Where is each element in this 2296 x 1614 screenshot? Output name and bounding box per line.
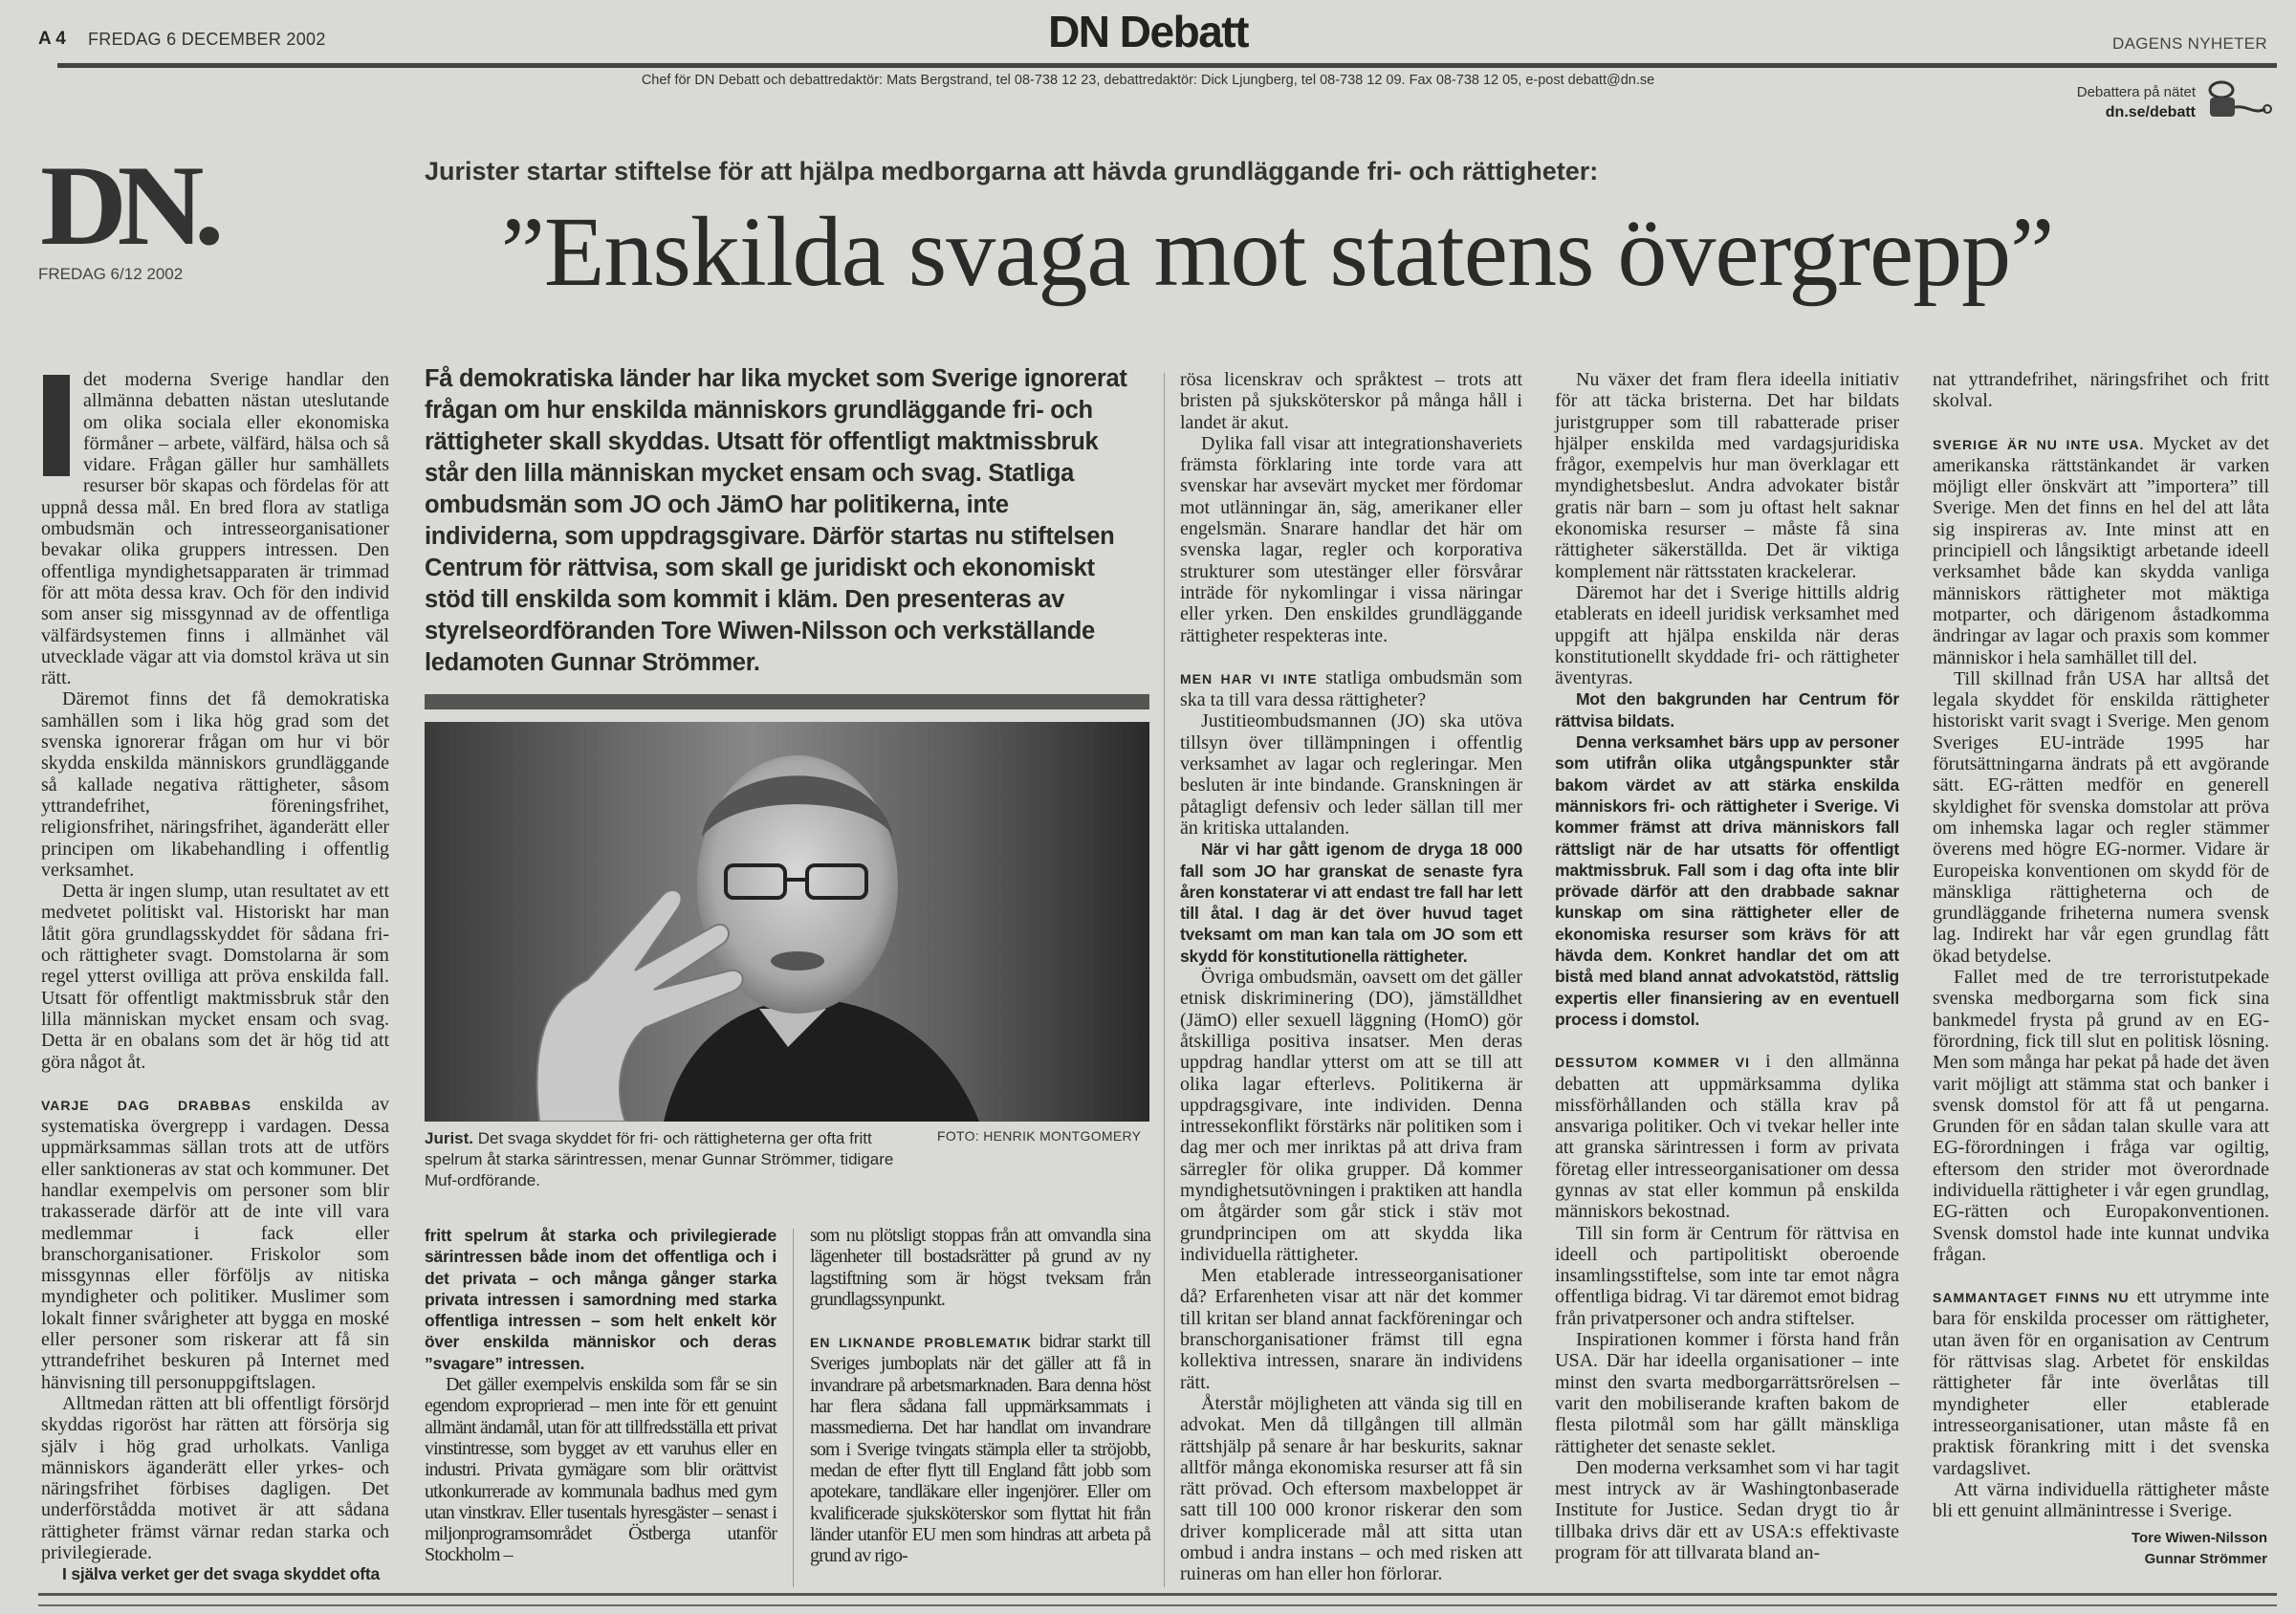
paragraph-text: Att värna individuella rättigheter måste bli ett genuint allmänintresse i Sverige. bbox=[1933, 1478, 2269, 1522]
paragraph-text: Nu växer det fram flera ideella initiativ för att täcka bristerna. Det har bildats juristgrupper som till rabatterade priser hjälper enskilda med vardagsjuridiska frågor, exempelvis hur man överklagar ett myndighetsbeslut. Andra advokater bistår gratis när barn – som ju oftast helt saknar ekonomiska resurser – måste få sina rättigheter säkerställda. Det är viktiga komplement när rättsstaten krackelerar. bbox=[1555, 369, 1899, 582]
footer-rule bbox=[38, 1593, 2277, 1596]
paragraph-text: Denna verksamhet bärs upp av personer som utifrån olika utgångspunkter står bakom värdet av att stärka enskilda människors fri- och rättigheter i Sverige. Vi kommer främst att driva människors fall rättsligt när de har utsatts för offentligt maktmissbruk. Fall som i dag ofta inte blir prövade därför att den drabbade saknar kunskap om sina rättigheter eller de ekonomiska resurser som krävs för att hävda dem. Konkret handlar det om att bistå med bland annat advokatstöd, rättslig expertis eller finansiering av en eventuell process i domstol. bbox=[1555, 732, 1899, 1029]
author-photo bbox=[425, 722, 1149, 1122]
article-paragraph bbox=[41, 1393, 389, 1563]
article-paragraph bbox=[1555, 369, 1899, 582]
column-5 bbox=[1555, 369, 1899, 1563]
photo-credit: FOTO: HENRIK MONTGOMERY bbox=[937, 1128, 1142, 1144]
online-link[interactable]: dn.se/debatt bbox=[2105, 104, 2196, 120]
online-debate bbox=[2077, 82, 2196, 122]
paragraph-text: Inspirationen kommer i första hand från USA. Där har ideella organisationer – inte minst den svarta medborgarrättsrörelsen – varit den mobiliserande kraften bakom de flesta pilotmål som har gällt mänskliga rättigheter det senaste seklet. bbox=[1555, 1329, 1899, 1457]
article-paragraph bbox=[1180, 433, 1522, 646]
article-paragraph bbox=[1180, 667, 1522, 711]
paragraph-text: Detta är ingen slump, utan resultatet av ett medvetet politiskt val. Historiskt har man låtit göra grundlagsskyddet för sådana fri- och rättigheter svagt. Domstolarna är som regel ytterst ovilliga att pröva enskilda fall. Utsatt för offentligt maktmissbruk står den lilla människan mycket ensam och svag. Detta är en obalans som det är hög tid att göra något åt. bbox=[41, 881, 389, 1073]
article-paragraph bbox=[1180, 1393, 1522, 1585]
column-1 bbox=[41, 369, 389, 1585]
computer-mouse-icon bbox=[2200, 76, 2277, 124]
footer-rule bbox=[38, 1604, 2277, 1606]
article-paragraph bbox=[1180, 967, 1522, 1265]
column-3 bbox=[810, 1225, 1150, 1566]
paragraph-text: statliga ombudsmän som ska ta till vara dessa rättigheter? bbox=[1180, 666, 1522, 711]
paragraph-text: det moderna Sverige handlar den allmänna debatten nästan uteslutande om olika sociala eller ekonomiska förmåner – arbete, välfärd, hälsa och så vidare. Frågan gäller hur samhällets resurser bör skapas och fördelas för att uppnå dessa mål. En bred flora av statliga ombudsmän och intresseorganisationer bevakar olika gruppers intressen. Den offentliga myndighetsapparaten är trimmad för att möta dessa krav. Och för den individ som anser sig missgynnad av de offentliga välfärdsystemen finns i allmänhet väl utvecklade vägar att via domstol kräva ut sin rätt. bbox=[41, 369, 389, 689]
page-date: FREDAG 6 DECEMBER 2002 bbox=[88, 30, 326, 49]
article-paragraph bbox=[425, 1374, 776, 1566]
article-paragraph bbox=[425, 1225, 776, 1374]
article-paragraph bbox=[1555, 731, 1899, 1030]
caption-text: Det svaga skyddet för fri- och rättigheterna ger ofta fritt spelrum åt starka särintressen, menar Gunnar Strömmer, tidigare Muf-ordförande. bbox=[425, 1129, 894, 1189]
column-2 bbox=[425, 1225, 776, 1566]
paragraph-text: När vi har gått igenom de dryga 18 000 fall som JO har granskat de senaste fyra åren konstaterar vi att endast tre fall har lett till åtal. I dag är det över huvud taget tveksamt om man kan tala om JO som ett skydd för konstitutionella rättigheter. bbox=[1180, 840, 1522, 966]
article-paragraph bbox=[1180, 839, 1522, 967]
dn-logo: DN. bbox=[40, 142, 214, 269]
paragraph-text: Det gäller exempelvis enskilda som får se sin egendom exproprierad – men inte för ett genuint allmänt ändamål, utan för att tillfredsställa ett privat vinstintresse, som bygget av ett varuhus eller en industri. Privata gymägare som blir orättvist utkonkurrerade av kommunala badhus med gym utan vinstkrav. Eller tusentals hyresgäster – senast i miljonprogramsområdet Östberga utanför Stockholm – bbox=[425, 1374, 776, 1566]
article-lead: Få demokratiska länder har lika mycket som Sverige ignorerat frågan om hur enskilda människors grundläggande fri- och rättigheter skall skyddas. Utsatt för offentligt maktmissbruk står den lilla människan mycket ensam och svag. Statliga ombudsmän som JO och JämO har politikerna, inte individerna, som uppdragsgivare. Därför startas nu stiftelsen Centrum för rättvisa, som skall ge juridiskt och ekonomiskt stöd till enskilda som kommit i kläm. Den presenteras av styrelseordföranden Tore Wiwen-Nilsson och verkställande ledamoten Gunnar Strömmer. bbox=[425, 365, 1127, 676]
masthead-date: FREDAG 6/12 2002 bbox=[38, 265, 184, 283]
paragraph-text: Däremot finns det få demokratiska samhällen som i lika hög grad som det svenska ignorerar frågan om hur vi bör skydda enskilda människors grundläggande så kallade negativa rättigheter, såsom yttrandefrihet, föreningsfrihet, religionsfrihet, näringsfrihet, äganderätt eller principen om likabehandling i offentlig verksamhet. bbox=[41, 688, 389, 881]
paragraph-text: Övriga ombudsmän, oavsett om det gäller etnisk diskriminering (DO), jämställdhet (JämO) eller sexuell läggning (HomO) gör åtskilliga positiva insatser. Men deras uppdrag handlar ytterst om att se till att olika lagar efterlevs. Politikerna är uppdragsgivare, inte individen. Denna intressekonflikt förstärks när politiken som i dag mer och mer inriktas på att driva fram särregler för olika grupper. Då kommer myndighetsutövningen i praktiken att handla om åtgärder som går stick i stäv mot grundprincipen om att skydda lika individuella rättigheter. bbox=[1180, 967, 1522, 1265]
article-paragraph bbox=[1555, 1223, 1899, 1329]
paragraph-text: Återstår möjligheten att vända sig till en advokat. Men då tillgången till allmän rättshjälp på senare år har beskurits, saknar alltför många ekonomiska resurser att få sin rätt prövad. Och eftersom maxbeloppet är satt till 100 000 kronor riskerar den som driver komplicerade mål att sitta utan ombud i andra instans – och med risken att ruineras om han eller hon förlorar. bbox=[1180, 1392, 1522, 1585]
paragraph-text: Dylika fall visar att integrationshaveriets främsta förklaring inte torde vara att svenskar har avsevärt mycket mer fördomar mot utlänningar än, säg, amerikaner eller engelsmän. Snarare handlar det här om svenska lagar, regler och korporativa strukturer som utestänger eller försvårar inträde för nykomlingar i vissa näringar eller yrken. Den enskildes grundläggande rättigheter respekteras inte. bbox=[1180, 432, 1522, 646]
subheading-lead-in: VARJE DAG DRABBAS bbox=[41, 1097, 251, 1113]
paragraph-text: Alltmedan rätten att bli offentligt försörjd skyddas rigoröst har rätten att försörja sig själv i hög grad urholkats. Vanliga människors äganderätt eller yrkes- och näringsfrihet förbises dagligen. Det underförstådda motivet är att sådana rättigheter främst värnar redan starka och privilegierade. bbox=[41, 1392, 389, 1564]
article-paragraph bbox=[1555, 1457, 1899, 1563]
article-paragraph bbox=[1933, 1479, 2269, 1522]
paragraph-text: Till skillnad från USA har alltså det legala skyddet för enskilda rättigheter historiskt varit svagt i Sverige. Men genom Sveriges EU-inträde 1995 har förutsättningarna ändrats på ett avgörande sätt. EG-rätten medför en generell skyldighet för svenska domstolar att pröva om inhemska lagar och regler stämmer överens med högre EG-normer. Vidare är Europeiska konventionen om skydd för de mänskliga rättigheterna och de grundläggande friheterna numera svensk lag. Indirekt har vår egen grundlag fått ökad betydelse. bbox=[1933, 667, 2269, 967]
paragraph-text: Men etablerade intresseorganisationer då? Erfarenheten visar att när det kommer till kritan ser bland annat fackföreningar och branschorganisationer främst till egna kollektiva intressen, snarare än individens rätt. bbox=[1180, 1265, 1522, 1393]
article-paragraph bbox=[1180, 369, 1522, 433]
lead-divider bbox=[425, 694, 1149, 709]
article-paragraph bbox=[41, 369, 389, 688]
paragraph-text: nat yttrandefrihet, näringsfrihet och fritt skolval. bbox=[1933, 369, 2269, 412]
author-name: Gunnar Strömmer bbox=[2144, 1551, 2267, 1567]
column-4 bbox=[1180, 369, 1522, 1585]
paragraph-text: I själva verket ger det svaga skyddet ofta bbox=[62, 1564, 381, 1584]
article-paragraph bbox=[1933, 668, 2269, 967]
page-number: A 4 bbox=[38, 29, 66, 49]
paragraph-text: rösa licenskrav och språktest – trots att bristen på sjuksköterskor på många håll i landet är akut. bbox=[1180, 369, 1522, 433]
article-paragraph bbox=[810, 1331, 1150, 1566]
article-paragraph bbox=[810, 1225, 1150, 1310]
column-divider bbox=[1164, 373, 1165, 1587]
article-paragraph bbox=[41, 688, 389, 881]
paragraph-text: Justitieombudsmannen (JO) ska utöva tillsyn över tillämpningen i offentlig verksamhet av lagar och regleringar. Men besluten är inte bindande. Granskningen är påtagligt defensiv och leder sällan till mer än kritiska uttalanden. bbox=[1180, 710, 1522, 839]
paragraph-text: Däremot har det i Sverige hittills aldrig etablerats en ideell juridisk verksamhet med uppgift att hjälpa enskilda när deras konstitutionellt skyddade fri- och rättigheter äventyras. bbox=[1555, 581, 1899, 689]
paragraph-text: Mycket av det amerikanska rättstänkandet är varken möjligt eller önskvärt att ”importera” till Sverige. Men det finns en hel del att låta sig inspireras av. Inte minst att en principiell och långsiktigt arbetande ideell verksamhet både kan skydda vanliga människors rättigheter mot mäktiga motparter, och därigenom åstadkomma ändringar av lagar och praxis som kommer människor i hela samhället till del. bbox=[1933, 432, 2269, 668]
column-divider bbox=[793, 1229, 794, 1587]
online-label: Debattera på nätet bbox=[2076, 84, 2196, 100]
article-paragraph bbox=[1555, 688, 1899, 731]
article-paragraph bbox=[1933, 967, 2269, 1265]
article-paragraph bbox=[41, 1563, 389, 1584]
column-6 bbox=[1933, 369, 2269, 1521]
editor-contacts: Chef för DN Debatt och debattredaktör: Mats Bergstrand, tel 08-738 12 23, debattredaktör: Dick Ljungberg, tel 08-738 12 09. Fax 08-738 12 05, e-post debatt@dn.se bbox=[641, 73, 1655, 88]
article-headline: ”Enskilda svaga mot statens övergrepp” bbox=[500, 197, 2054, 307]
article-paragraph bbox=[41, 1094, 389, 1393]
paragraph-text: Den moderna verksamhet som vi har tagit mest intryck av är Washingtonbaserade Institute for Justice. Sedan drygt tio år tillbaka drivs där ett av USA:s effektivaste program för att tillvarata bland an- bbox=[1555, 1456, 1899, 1564]
article-paragraph bbox=[1933, 1286, 2269, 1479]
author-signature bbox=[2132, 1528, 2267, 1570]
article-kicker: Jurister startar stiftelse för att hjälpa medborgarna att hävda grundläggande fri- och rättigheter: bbox=[425, 157, 1599, 185]
paragraph-text: enskilda av systematiska övergrepp i vardagen. Dessa uppmärksammas sällan trots att de utförs eller sanktioneras av stat och kommuner. Det handlar exempelvis om personer som blir trakasserade därför att de inte vill vara medlemmar i fack eller branschorganisationer. Friskolor som missgynnas eller förföljs av nitiska myndigheter och politiker. Muslimer som lokalt finner svårigheter att bygga en moské eller personer som riskerar att få sin yttrandefrihet beskuren på Internet med hänvisning till personuppgiftslagen. bbox=[41, 1093, 389, 1393]
paragraph-text: Mot den bakgrunden har Centrum för rättvisa bildats. bbox=[1555, 689, 1899, 731]
newspaper-name: DAGENS NYHETER bbox=[2112, 34, 2267, 53]
article-paragraph bbox=[1933, 433, 2269, 668]
paragraph-text: fritt spelrum åt starka och privilegierade särintressen både inom det offentliga och i det privata – och många gånger starka privata intressen i samordning med starka offentliga intressen – som helt enkelt kör över enskilda människor och deras ”svagare” intressen. bbox=[425, 1226, 776, 1373]
section-title: DN Debatt bbox=[1048, 7, 1248, 56]
subheading-lead-in: SAMMANTAGET FINNS NU bbox=[1933, 1290, 2130, 1306]
drop-cap bbox=[43, 375, 70, 476]
paragraph-text: ett utrymme inte bara för enskilda processer om rättigheter, utan även för en organisation av Centrum för rättvisas slag. Arbetet för enskildas rättigheter får inte överlåtas till myndigheter eller etablerade intresseorganisationer, utan måste få en praktisk förankring mitt i det svenska vardagslivet. bbox=[1933, 1286, 2269, 1479]
paragraph-text: bidrar starkt till Sveriges jumboplats när det gäller att få in invandrare på arbetsmarknaden. Bara denna höst har flera sådana fall uppmärksammats i massmedierna. Det har handlat om invandrare som i Sverige tvingats stämpla eller ta ströjobb, medan de efter flytt till England fått jobb som apotekare, tandläkare eller ingenjörer. Eller om kvalificerade sjuksköterskor som flyttat hit från länder utanför EU men som hindras att arbeta på grund av rigo- bbox=[810, 1331, 1150, 1567]
paragraph-text: som nu plötsligt stoppas från att omvandla sina lägenheter till bostadsrätter på grund av ny lagstiftning som är högst tveksam från grundlagssynpunkt. bbox=[810, 1225, 1150, 1310]
subheading-lead-in: MEN HAR VI INTE bbox=[1180, 670, 1318, 687]
article-paragraph bbox=[1180, 710, 1522, 839]
article-paragraph bbox=[1933, 369, 2269, 412]
paragraph-text: i den allmänna debatten att uppmärksamma dylika missförhållanden och ställa krav på ansvariga politiker. Och vi tvekar heller inte att granska särintressen i form av privata företag eller intresseorganisationer om dessa gynnas av stat eller kommun på enskilda människors bekostnad. bbox=[1555, 1051, 1899, 1223]
subheading-lead-in: EN LIKNANDE PROBLEMATIK bbox=[810, 1335, 1032, 1351]
subheading-lead-in: SVERIGE ÄR NU INTE USA. bbox=[1933, 436, 2145, 452]
article-paragraph bbox=[1555, 582, 1899, 688]
article-paragraph bbox=[1555, 1051, 1899, 1222]
article-paragraph bbox=[41, 881, 389, 1073]
paragraph-text: Till sin form är Centrum för rättvisa en ideell och partipolitiskt oberoende insamlingsstiftelse, som inte tar emot några offentliga bidrag. Vi tar däremot emot bidrag från privatpersoner och andra stiftelser. bbox=[1555, 1222, 1899, 1329]
article-paragraph bbox=[1555, 1329, 1899, 1457]
caption-label: Jurist. bbox=[425, 1129, 474, 1147]
author-name: Tore Wiwen-Nilsson bbox=[2131, 1530, 2267, 1546]
paragraph-text: Fallet med de tre terroristutpekade svenska medborgarna som fick sina bankmedel frysta på grund av en EG-förordning, fick till slut en politisk lösning. Men som många har pekat på hade det även varit möjligt att stämma stat och banker i svensk domstol för att få ut pengarna. Grunden för en sådan talan skulle vara att EG-förordningen i fråga var ogiltig, eftersom den strider mot överordnade individuella rättigheter i vår egen grundlag, EG-rätten och Europakonventionen. Svensk domstol hade inte kunnat undvika frågan. bbox=[1933, 967, 2269, 1265]
header-rule bbox=[57, 63, 2277, 68]
subheading-lead-in: DESSUTOM KOMMER VI bbox=[1555, 1055, 1751, 1071]
photo-caption bbox=[425, 1128, 922, 1191]
article-paragraph bbox=[1180, 1265, 1522, 1393]
